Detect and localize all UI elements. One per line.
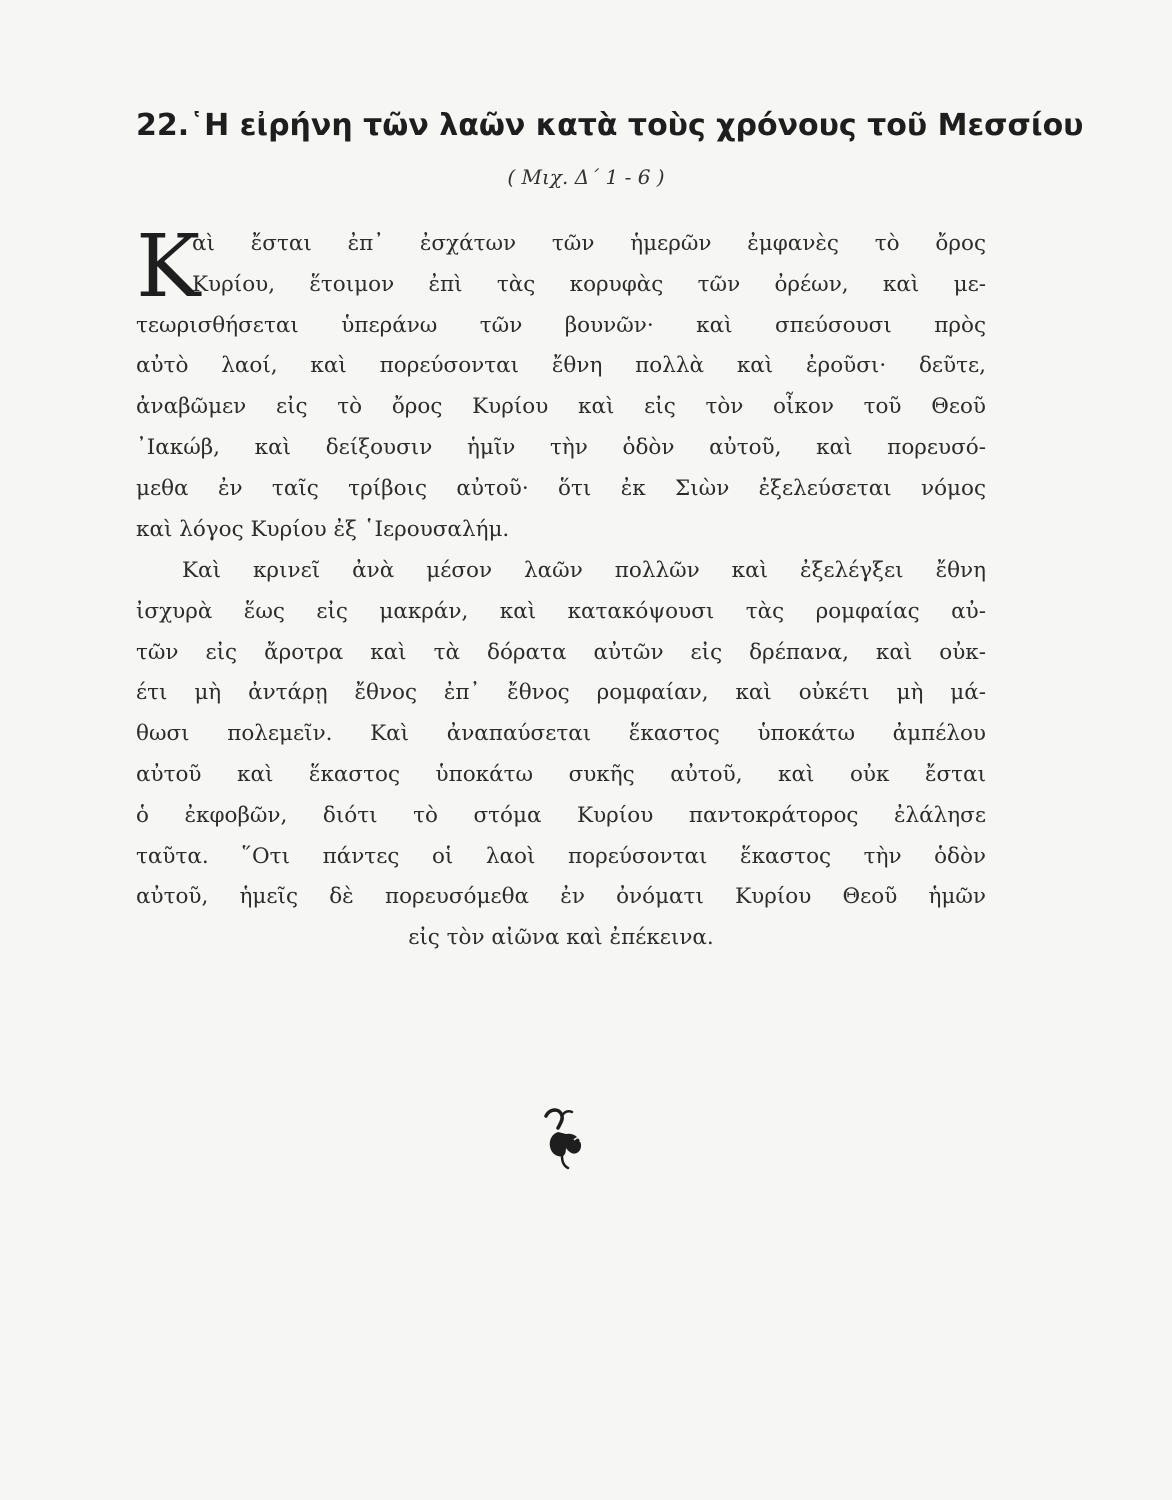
text-line: έτι μὴ ἀντάρῃ ἔθνος ἐπ᾽ ἔθνος ρομφαίαν, καὶ οὐκέτι μὴ μά- bbox=[136, 680, 986, 706]
text-line: Καὶ κρινεῖ ἀνὰ μέσον λαῶν πολλῶν καὶ ἐξελέγξει ἔθνη bbox=[182, 558, 986, 583]
leaf-ornament-icon bbox=[536, 1102, 596, 1172]
text-line: ὁ ἐκφοβῶν, διότι τὸ στόμα Κυρίου παντοκράτορος ἐλάλησε bbox=[136, 802, 986, 828]
text-line: αὐτοῦ καὶ ἕκαστος ὑποκάτω συκῆς αὐτοῦ, καὶ οὐκ ἔσται bbox=[136, 761, 986, 787]
paragraph-2 bbox=[136, 551, 986, 959]
text-line: θωσι πολεμεῖν. Καὶ ἀναπαύσεται ἕκαστος ὑποκάτω ἀμπέλου bbox=[136, 721, 986, 747]
text-line: καὶ λόγος Κυρίου ἐξ ῾Ιερουσαλήμ. bbox=[136, 516, 510, 542]
text-line: εἰς τὸν αἰῶνα καὶ ἐπέκεινα. bbox=[408, 925, 714, 951]
text-line: ἀναβῶμεν εἰς τὸ ὄρος Κυρίου καὶ εἰς τὸν οἶκον τοῦ Θεοῦ bbox=[136, 394, 986, 420]
text-line: ᾽Ιακώβ, καὶ δείξουσιν ἡμῖν τὴν ὁδὸν αὐτοῦ, καὶ πορευσό- bbox=[136, 434, 986, 460]
text-line: αὐτοῦ, ἡμεῖς δὲ πορευσόμεθα ἐν ὀνόματι Κυρίου Θεοῦ ἡμῶν bbox=[136, 884, 986, 910]
scripture-reference: ( Μιχ. Δ΄ 1 - 6 ) bbox=[507, 165, 665, 189]
text-line: τεωρισθήσεται ὑπεράνω τῶν βουνῶν· καὶ σπεύσουσι πρὸς bbox=[136, 312, 986, 338]
text-line: αὶ ἔσται ἐπ᾽ ἐσχάτων τῶν ἡμερῶν ἐμφανὲς τὸ ὄρος bbox=[192, 231, 986, 256]
text-line: τῶν εἰς ἄροτρα καὶ τὰ δόρατα αὐτῶν εἰς δρέπανα, καὶ οὐκ- bbox=[136, 639, 986, 665]
text-line: Κυρίου, ἕτοιμον ἐπὶ τὰς κορυφὰς τῶν ὀρέων, καὶ με- bbox=[192, 271, 986, 297]
text-line: αὐτὸ λαοί, καὶ πορεύσονται ἔθνη πολλὰ καὶ ἐροῦσι· δεῦτε, bbox=[136, 353, 986, 379]
text-line: ἰσχυρὰ ἕως εἰς μακράν, καὶ κατακόψουσι τὰς ρομφαίας αὐ- bbox=[136, 598, 986, 624]
text-line: μεθα ἐν ταῖς τρίβοις αὐτοῦ· ὅτι ἐκ Σιὼν ἐξελεύσεται νόμος bbox=[136, 475, 986, 501]
paragraph-1 bbox=[136, 217, 986, 550]
chapter-title: 22.῾Η εἰρήνη τῶν λαῶν κατὰ τοὺς χρόνους τοῦ Μεσσίου bbox=[136, 108, 1084, 143]
drop-cap: Κ bbox=[136, 217, 201, 317]
text-line: ταῦτα. ῞Οτι πάντες οἱ λαοὶ πορεύσονται ἕκαστος τὴν ὁδὸν bbox=[136, 843, 986, 869]
